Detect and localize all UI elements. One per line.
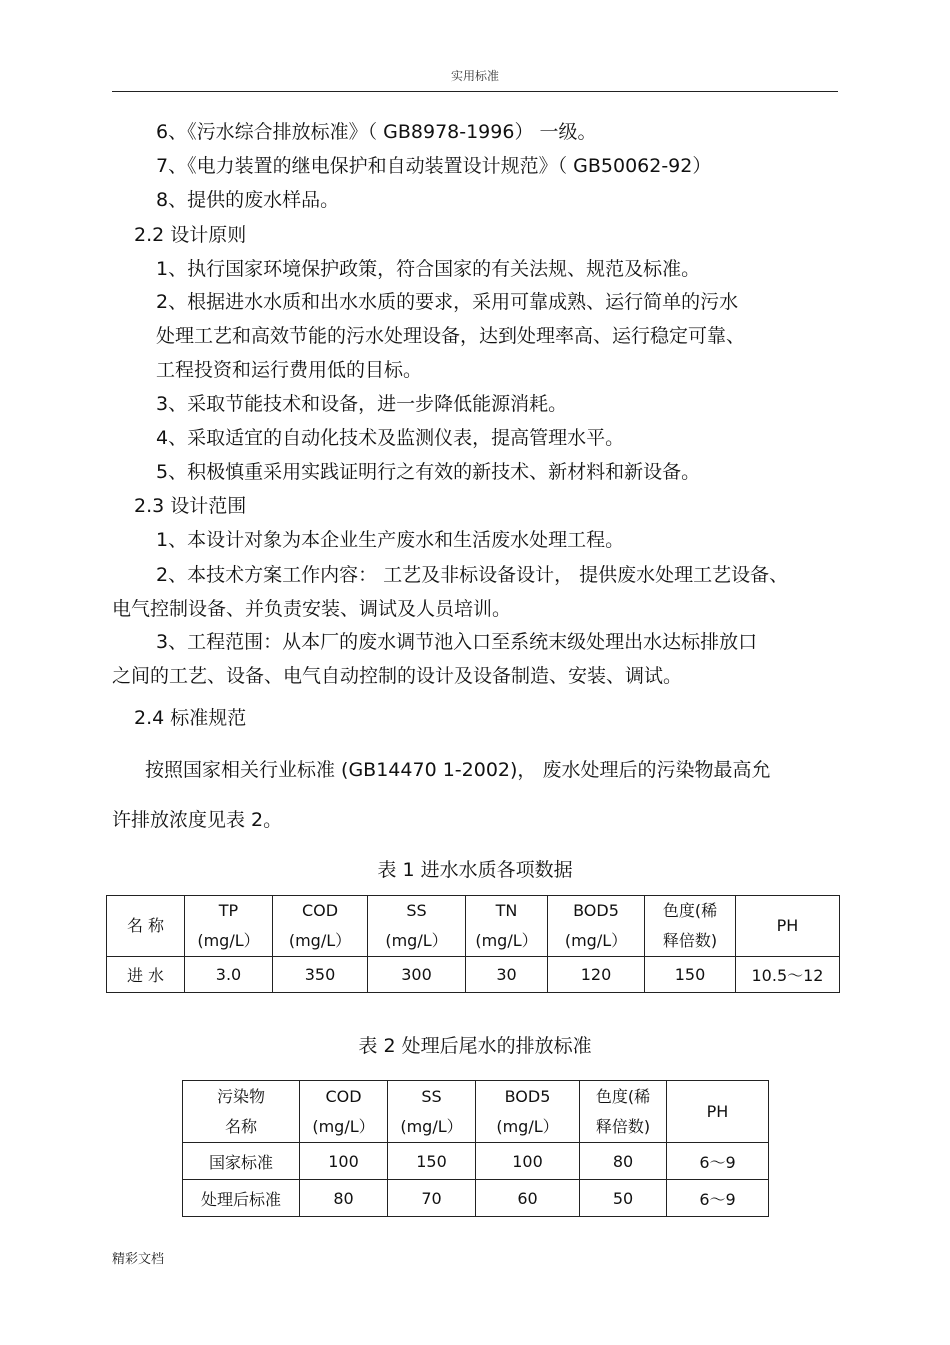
table2-discharge-standard xyxy=(182,1080,769,1217)
table-header-cell: COD (mg/L） xyxy=(273,896,368,957)
table-header-cell: TN (mg/L） xyxy=(466,896,548,957)
principle-item-4: 4、采取适宜的自动化技术及监测仪表，提高管理水平。 xyxy=(156,427,625,449)
header-divider xyxy=(112,91,838,92)
standard-paragraph: 按照国家相关行业标准 (GB14470 1-2002)， 废水处理后的污染物最高允 xyxy=(145,759,771,781)
table-header-cell: 色度(稀 释倍数) xyxy=(645,896,736,957)
scope-item-2: 2、本技术方案工作内容： 工艺及非标设备设计， 提供废水处理工艺设备、 xyxy=(156,564,789,586)
table-cell: 6～9 xyxy=(667,1180,769,1217)
principle-item-3: 3、采取节能技术和设备，进一步降低能源消耗。 xyxy=(156,393,568,415)
table-header-cell: 污染物 名称 xyxy=(183,1081,300,1143)
table-header-cell: COD (mg/L） xyxy=(300,1081,388,1143)
section-heading-2-4: 2.4 标准规范 xyxy=(134,707,247,729)
table-header-cell: PH xyxy=(736,896,840,957)
table-cell: 80 xyxy=(580,1143,667,1180)
table-cell: 120 xyxy=(548,957,645,993)
table-cell: 30 xyxy=(466,957,548,993)
standard-item-7: 7、《电力装置的继电保护和自动装置设计规范》（ GB50062-92） xyxy=(156,155,712,177)
table-header-cell: SS (mg/L） xyxy=(368,896,466,957)
principle-item-2-cont-2: 工程投资和运行费用低的目标。 xyxy=(156,359,423,381)
table-header-cell: 名 称 xyxy=(107,896,185,957)
table-cell: 70 xyxy=(388,1180,476,1217)
standard-item-8: 8、提供的废水样品。 xyxy=(156,189,340,211)
table-row xyxy=(183,1143,769,1180)
scope-item-2-cont: 电气控制设备、并负责安装、调试及人员培训。 xyxy=(112,598,512,620)
table2-header-row xyxy=(183,1081,769,1143)
table1-header-row xyxy=(107,896,840,957)
scope-item-3-cont: 之间的工艺、设备、电气自动控制的设计及设备制造、安装、调试。 xyxy=(112,665,683,687)
table1-caption: 表 1 进水水质各项数据 xyxy=(377,859,573,881)
scope-item-3: 3、工程范围：从本厂的废水调节池入口至系统末级处理出水达标排放口 xyxy=(156,631,758,653)
principle-item-1: 1、执行国家环境保护政策，符合国家的有关法规、规范及标准。 xyxy=(156,258,701,280)
table-cell: 6～9 xyxy=(667,1143,769,1180)
table-header-cell: PH xyxy=(667,1081,769,1143)
table-cell: 150 xyxy=(645,957,736,993)
table-header-cell: TP (mg/L） xyxy=(185,896,273,957)
principle-item-2-cont-1: 处理工艺和高效节能的污水处理设备，达到处理率高、运行稳定可靠、 xyxy=(156,325,746,347)
table-cell: 150 xyxy=(388,1143,476,1180)
table-row xyxy=(183,1180,769,1217)
table-cell: 100 xyxy=(476,1143,580,1180)
page-header-title: 实用标准 xyxy=(450,69,499,83)
table-cell: 国家标准 xyxy=(183,1143,300,1180)
table-cell: 100 xyxy=(300,1143,388,1180)
table-cell: 10.5～12 xyxy=(736,957,840,993)
scope-item-1: 1、本设计对象为本企业生产废水和生活废水处理工程。 xyxy=(156,529,625,551)
table-header-cell: BOD5 (mg/L） xyxy=(548,896,645,957)
standard-paragraph-cont: 许排放浓度见表 2。 xyxy=(112,809,283,831)
table-cell: 进 水 xyxy=(107,957,185,993)
section-heading-2-2: 2.2 设计原则 xyxy=(134,224,247,246)
table-header-cell: BOD5 (mg/L） xyxy=(476,1081,580,1143)
principle-item-5: 5、积极慎重采用实践证明行之有效的新技术、新材料和新设备。 xyxy=(156,461,701,483)
page-footer-text: 精彩文档 xyxy=(112,1252,165,1267)
standard-item-6: 6、《污水综合排放标准》（ GB8978-1996） 一级。 xyxy=(156,121,597,143)
table-cell: 350 xyxy=(273,957,368,993)
table1-influent-quality xyxy=(106,895,840,993)
table-cell: 300 xyxy=(368,957,466,993)
table-cell: 50 xyxy=(580,1180,667,1217)
table-cell: 3.0 xyxy=(185,957,273,993)
table2-caption: 表 2 处理后尾水的排放标准 xyxy=(358,1035,592,1057)
principle-item-2: 2、根据进水水质和出水水质的要求，采用可靠成熟、运行简单的污水 xyxy=(156,291,739,313)
table-cell: 60 xyxy=(476,1180,580,1217)
section-heading-2-3: 2.3 设计范围 xyxy=(134,495,247,517)
table-row xyxy=(107,957,840,993)
table-header-cell: 色度(稀 释倍数) xyxy=(580,1081,667,1143)
table-cell: 80 xyxy=(300,1180,388,1217)
table-cell: 处理后标准 xyxy=(183,1180,300,1217)
table-header-cell: SS (mg/L） xyxy=(388,1081,476,1143)
